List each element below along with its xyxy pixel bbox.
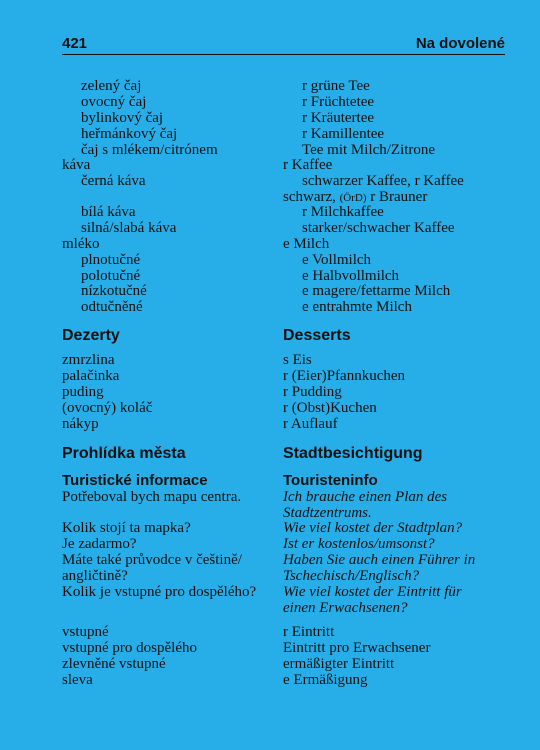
de-term: e Vollmilch xyxy=(302,252,372,268)
de-term: e Ermäßigung xyxy=(283,672,368,688)
de-term: r grüne Tee xyxy=(302,78,370,94)
cz-term: káva xyxy=(62,157,91,173)
page-number: 421 xyxy=(62,35,88,52)
de-term: Eintritt pro Erwachsener xyxy=(283,640,431,656)
de-phrase: Ich brauche einen Plan des xyxy=(283,489,448,505)
cz-term: nízkotučné xyxy=(81,283,147,299)
section-heading-de: Desserts xyxy=(283,327,351,344)
de-term: r Brauner xyxy=(370,189,428,205)
cz-term: zmrzlina xyxy=(62,352,115,368)
cz-term: puding xyxy=(62,384,104,400)
de-term: e Milch xyxy=(283,236,330,252)
de-term: r Milchkaffee xyxy=(302,204,384,220)
de-phrase: Stadtzentrums. xyxy=(283,505,372,521)
de-term: schwarzer Kaffee, r Kaffee xyxy=(302,173,464,189)
de-term: r Auflauf xyxy=(283,416,338,432)
de-term: r (Obst)Kuchen xyxy=(283,400,377,416)
cz-phrase: Potřeboval bych mapu centra. xyxy=(62,489,242,505)
de-phrase: Wie viel kostet der Stadtplan? xyxy=(283,520,463,536)
de-phrase: Tschechisch/Englisch? xyxy=(283,568,420,584)
cz-phrase: Máte také průvodce v češtině/ xyxy=(62,552,242,568)
de-term: e magere/fettarme Milch xyxy=(302,283,451,299)
cz-term: zelený čaj xyxy=(81,78,142,94)
section-heading-cz: Prohlídka města xyxy=(62,445,186,462)
de-term: Tee mit Milch/Zitrone xyxy=(302,142,436,158)
de-term: r Kräutertee xyxy=(302,110,375,126)
cz-term: zlevněné vstupné xyxy=(62,656,166,672)
de-phrase: Wie viel kostet der Eintritt für xyxy=(283,584,462,600)
cz-term: palačinka xyxy=(62,368,120,384)
cz-term: nákyp xyxy=(62,416,99,432)
cz-term: silná/slabá káva xyxy=(81,220,177,236)
section-heading-cz: Dezerty xyxy=(62,327,120,344)
cz-phrase: angličtině? xyxy=(62,568,128,584)
cz-phrase: Kolik je vstupné pro dospělého? xyxy=(62,584,257,600)
de-phrase: einen Erwachsenen? xyxy=(283,600,408,616)
region-abbr: (ÖrD) xyxy=(339,192,367,204)
de-phrase: Haben Sie auch einen Führer in xyxy=(283,552,476,568)
de-term: schwarz, xyxy=(283,189,336,205)
cz-term: odtučněné xyxy=(81,299,143,315)
cz-term: mléko xyxy=(62,236,100,252)
de-term: e entrahmte Milch xyxy=(302,299,412,315)
de-term: starker/schwacher Kaffee xyxy=(302,220,455,236)
de-term: r Pudding xyxy=(283,384,342,400)
cz-term: polotučné xyxy=(81,268,141,284)
de-term: s Eis xyxy=(283,352,312,368)
cz-term: vstupné pro dospělého xyxy=(62,640,197,656)
cz-term: heřmánkový čaj xyxy=(81,126,178,142)
cz-term: plnotučné xyxy=(81,252,141,268)
cz-term: sleva xyxy=(62,672,93,688)
de-term: r (Eier)Pfannkuchen xyxy=(283,368,406,384)
cz-term: ovocný čaj xyxy=(81,94,147,110)
cz-term: (ovocný) koláč xyxy=(62,400,153,416)
section-heading-de: Stadtbesichtigung xyxy=(283,445,423,462)
subheading-de: Touristeninfo xyxy=(283,472,378,489)
chapter-title: Na dovolené xyxy=(415,35,505,52)
de-term: e Halbvollmilch xyxy=(302,268,400,284)
cz-term: černá káva xyxy=(81,173,146,189)
cz-term: bílá káva xyxy=(81,204,136,220)
page-header xyxy=(62,32,505,55)
cz-phrase: Je zadarmo? xyxy=(62,536,137,552)
subheading-cz: Turistické informace xyxy=(62,472,208,489)
de-term: ermäßigter Eintritt xyxy=(283,656,395,672)
cz-term: vstupné xyxy=(62,624,109,640)
de-term: r Eintritt xyxy=(283,624,335,640)
de-term: r Kaffee xyxy=(283,157,333,173)
cz-term: bylinkový čaj xyxy=(81,110,164,126)
de-term: r Früchtetee xyxy=(302,94,375,110)
de-term: r Kamillentee xyxy=(302,126,385,142)
cz-term: čaj s mlékem/citrónem xyxy=(81,142,218,158)
cz-phrase: Kolik stojí ta mapka? xyxy=(62,520,191,536)
de-phrase: Ist er kostenlos/umsonst? xyxy=(283,536,435,552)
